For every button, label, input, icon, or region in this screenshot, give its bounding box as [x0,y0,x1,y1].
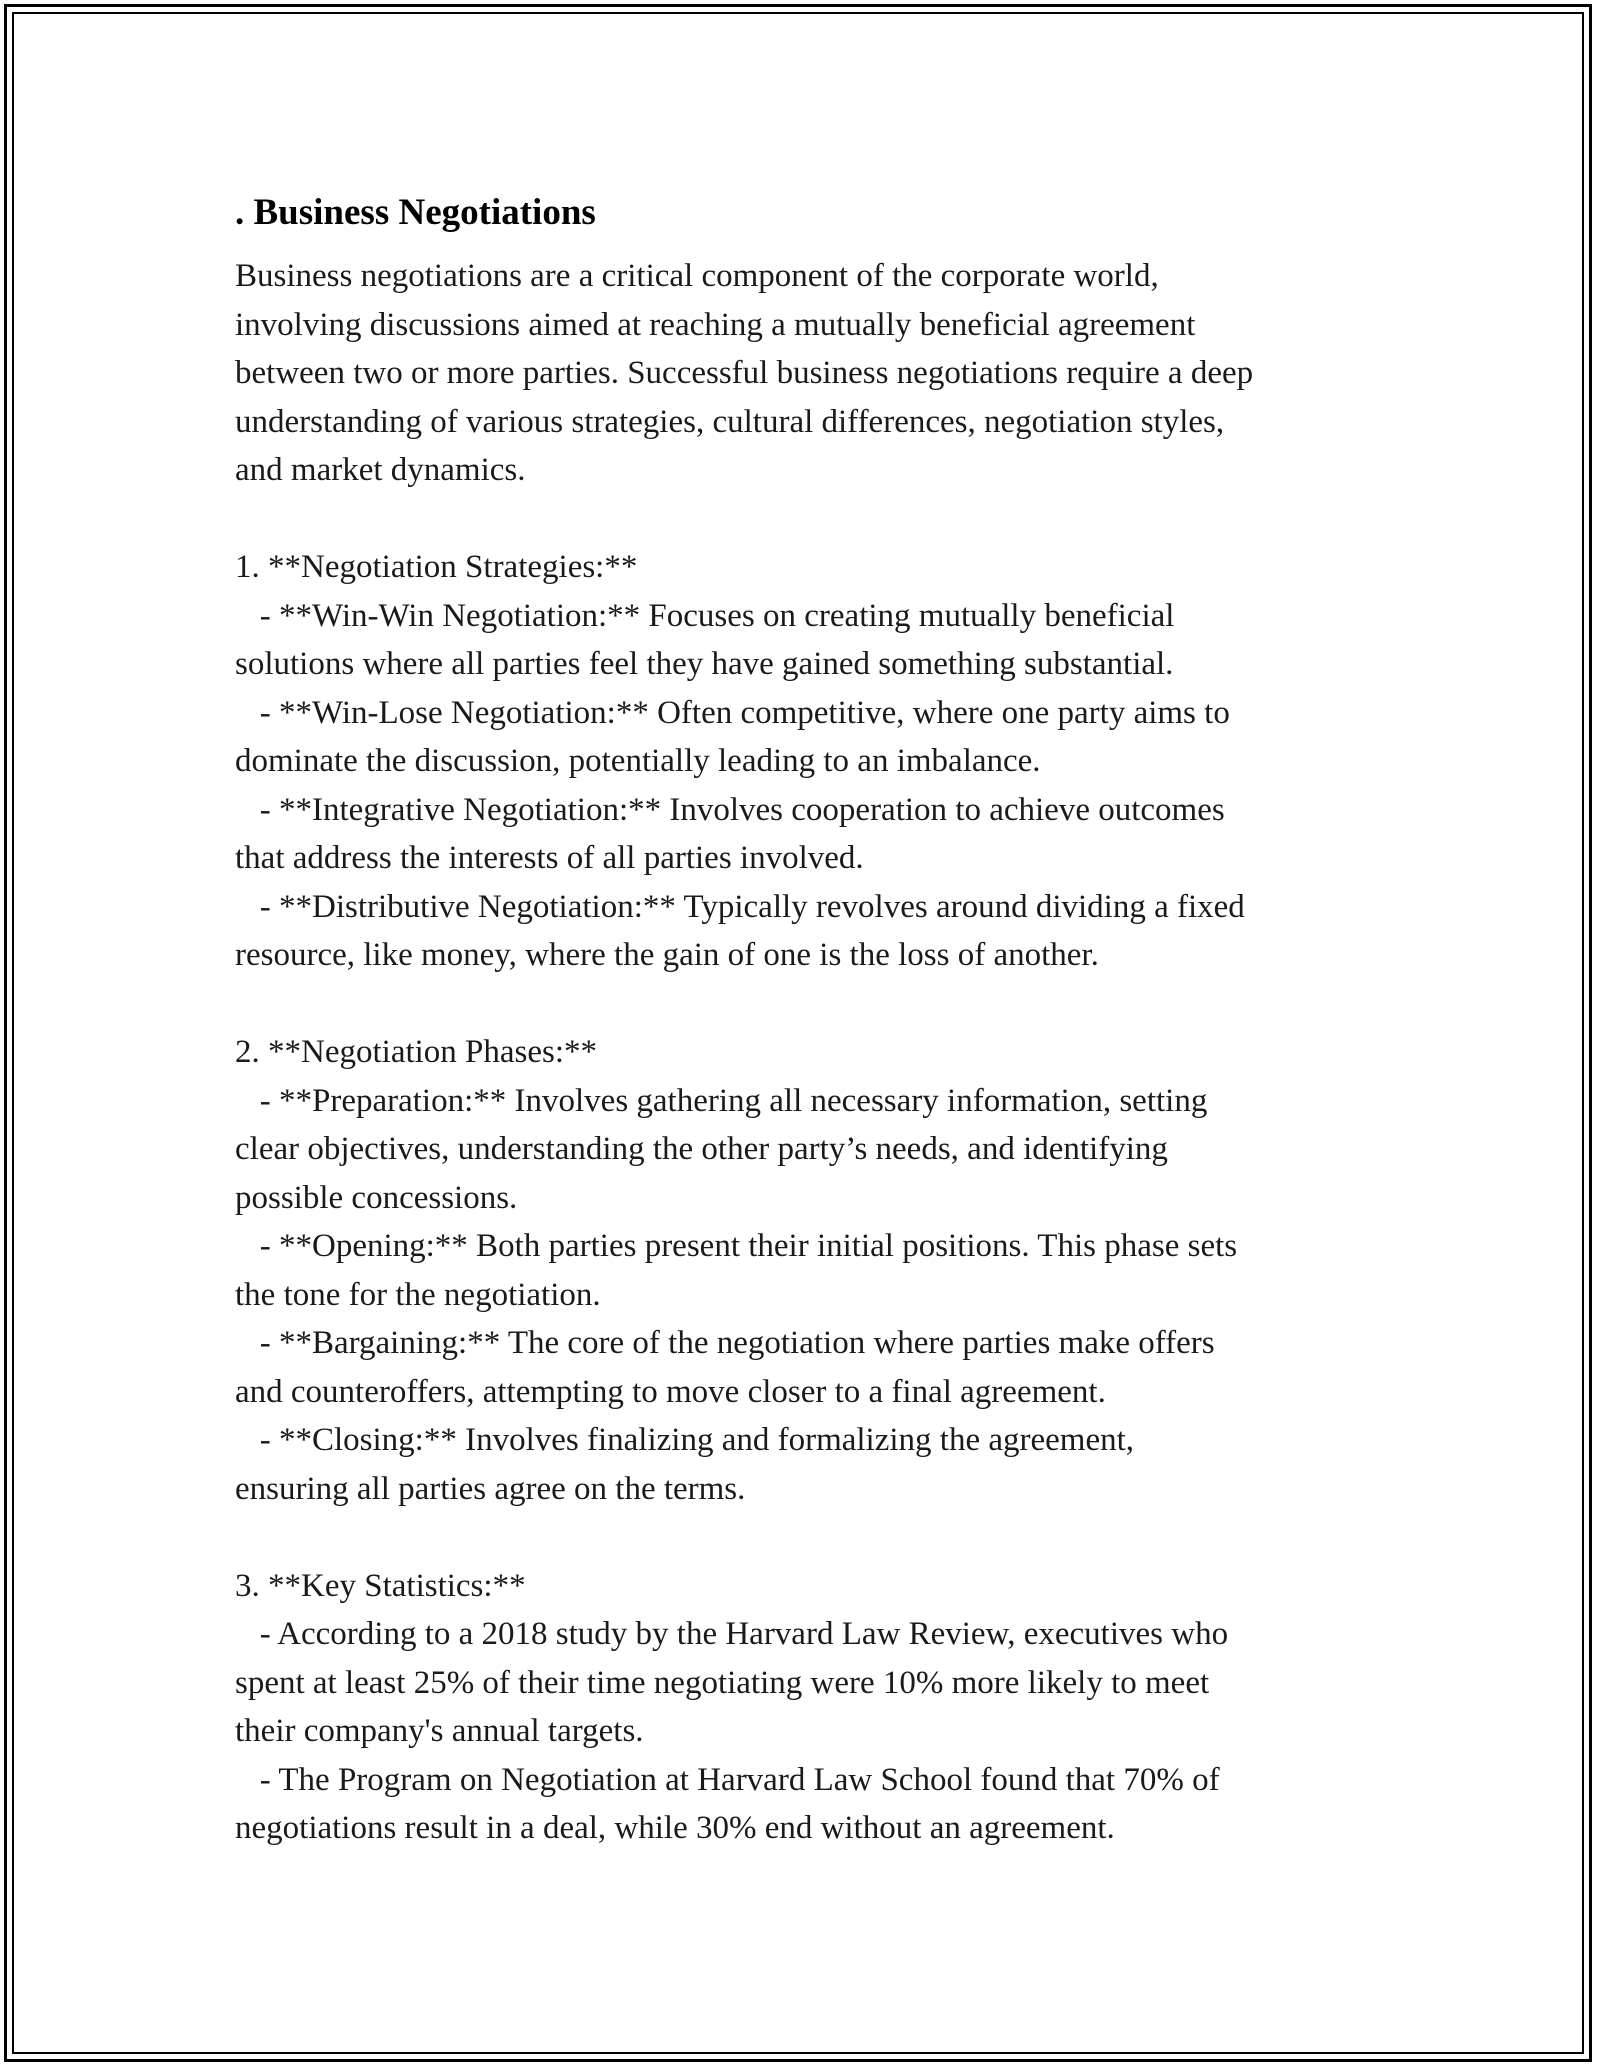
section-line: the tone for the negotiation. [235,1276,601,1313]
section-line: - **Win-Lose Negotiation:** Often competitive, where one party aims to [235,694,1230,731]
document-body [235,186,1385,1853]
document-title: . Business Negotiations [235,192,596,233]
section-line: clear objectives, understanding the other party’s needs, and identifying [235,1131,1168,1167]
intro-line: between two or more parties. Successful business negotiations require a deep [235,355,1254,391]
section-line: that address the interests of all parties involved. [235,840,864,876]
section-heading: 1. **Negotiation Strategies:** [235,549,638,585]
section-line: - The Program on Negotiation at Harvard Law School found that 70% of [235,1761,1220,1798]
section-line: ensuring all parties agree on the terms. [235,1470,746,1507]
section-line: - **Closing:** Involves finalizing and formalizing the agreement, [235,1422,1135,1458]
section-heading: 2. **Negotiation Phases:** [235,1034,598,1070]
section-line: - **Bargaining:** The core of the negotiation where parties make offers [235,1325,1215,1361]
section-line: - **Preparation:** Involves gathering all necessary information, setting [235,1082,1208,1119]
section-line: - According to a 2018 study by the Harvard Law Review, executives who [235,1616,1229,1652]
section-line: solutions where all parties feel they have gained something substantial. [235,646,1174,682]
section-line: spent at least 25% of their time negotiating were 10% more likely to meet [235,1664,1210,1701]
intro-line: involving discussions aimed at reaching a mutually beneficial agreement [235,306,1196,343]
intro-line: Business negotiations are a critical component of the corporate world, [235,258,1159,294]
section-line: - **Integrative Negotiation:** Involves cooperation to achieve outcomes [235,791,1225,828]
section-line: and counteroffers, attempting to move closer to a final agreement. [235,1373,1106,1410]
section-line: - **Win-Win Negotiation:** Focuses on creating mutually beneficial [235,597,1175,634]
section-negotiation-strategies [235,543,1385,980]
section-line: negotiations result in a deal, while 30% end without an agreement. [235,1810,1115,1846]
section-line: - **Opening:** Both parties present their initial positions. This phase sets [235,1228,1238,1264]
section-line: possible concessions. [235,1179,518,1216]
intro-line: and market dynamics. [235,452,526,488]
section-line: dominate the discussion, potentially leading to an imbalance. [235,743,1041,779]
section-line: resource, like money, where the gain of one is the loss of another. [235,937,1099,973]
section-line: - **Distributive Negotiation:** Typically revolves around dividing a fixed [235,888,1245,925]
section-negotiation-phases [235,1028,1385,1513]
section-key-statistics [235,1562,1385,1853]
section-line: their company's annual targets. [235,1713,644,1749]
intro-paragraph [235,252,1385,495]
section-heading: 3. **Key Statistics:** [235,1567,526,1604]
intro-line: understanding of various strategies, cultural differences, negotiation styles, [235,403,1225,440]
